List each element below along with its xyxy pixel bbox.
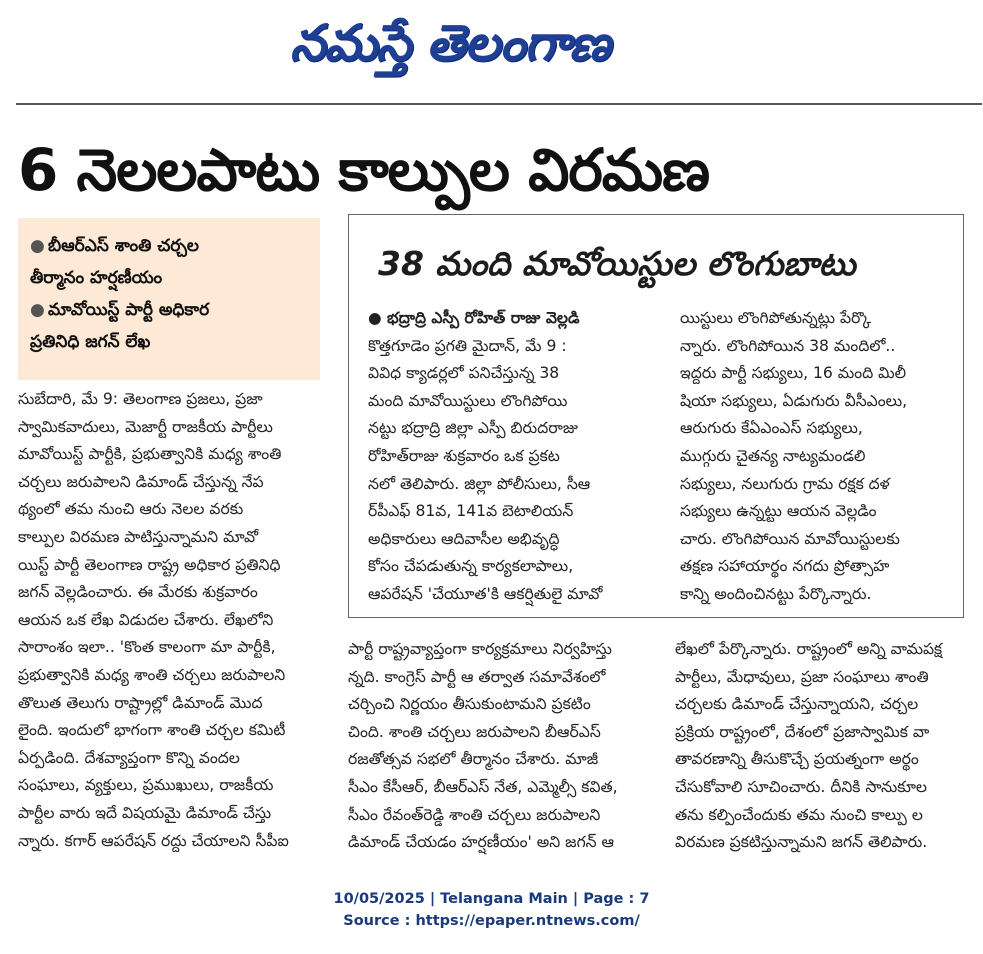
article-column-1 [18,386,323,855]
text-line: పార్టీల వారు ఇదే విషయమై డిమాండ్ చేస్తు [18,803,272,822]
masthead-divider [16,103,982,105]
text-line: వివిధ క్యాడర్లలో పనిచేస్తున్న 38 [368,364,560,383]
footer-date-line: 10/05/2025 | Telangana Main | Page : 7 [333,891,650,907]
text-line: సంఘాలు, వ్యక్తులు, ప్రముఖులు, రాజకీయ [18,776,274,795]
text-line: ప్రక్రియ రాష్ట్రంలో, దేశంలో ప్రజాస్వామిక వా [675,722,930,741]
text-line: సీఎం రేవంత్‌రెడ్డి శాంతి చర్చలు జరుపాలని [348,805,601,824]
footer-source-line: Source : https://epaper.ntnews.com/ [343,913,640,929]
text-line: యిస్టులు లొంగిపోతున్నట్లు పేర్కొ [680,309,872,327]
text-line: జగన్ వెల్లడించారు. ఈ మేరకు శుక్రవారం [18,583,258,602]
sidebar-story-title: 38 మంది మావోయిస్టుల లొంగుబాటు [378,244,856,283]
text-line: మంది మావోయిస్టులు లొంగిపోయి [368,391,568,410]
page-footer [0,888,983,932]
headline: 6 నెలలపాటు కాల్పుల విరమణ [18,136,710,204]
text-line: అధికారులు ఆదివాసీల అభివృద్ధి [368,529,560,548]
sidebar-story-kicker: ● భద్రాద్రి ఎస్పీ రోహిత్ రాజు వెల్లడి [368,309,580,327]
sidebar-story-column-1 [368,305,668,609]
text-line: డిమాండ్ చేయడం హర్షణీయం' అని జగన్ ఆ [348,833,615,852]
text-line: సారాంశం ఇలా.. 'కొంత కాలంగా మా పార్టీకి, [18,638,276,657]
text-line: ముగ్గురు చైతన్య నాట్యమండలి [680,446,866,465]
text-line: తను కల్పించేందుకు తమ నుంచి కాల్పు ల [675,805,923,824]
text-line: చారు. లొంగిపోయిన మావోయిస్టులకు [680,529,900,548]
text-line: ఆయన ఒక లేఖ విడుదల చేశారు. లేఖలోని [18,610,274,629]
text-line: సభ్యులు ఉన్నట్టు ఆయన వెల్లడిం [680,502,877,521]
text-line: నట్టు భద్రాద్రి జిల్లా ఎస్పీ బిరుదరాజు [368,419,578,438]
text-line: ఏర్పడింది. దేశవ్యాప్తంగా కొన్ని వందల [18,748,240,767]
text-line: సుబేదారి, మే 9: తెలంగాణ ప్రజలు, ప్రజా [18,390,263,408]
text-line: సభ్యులు, నలుగురు గ్రామ రక్షక దళ [680,474,890,493]
text-line: ఆపరేషన్ 'చేయూత'కి ఆకర్షితులై మావో [368,584,603,603]
text-line: నలో తెలిపారు. జిల్లా పోలీసులు, సీఆ [368,474,591,493]
highlight-item: ● బీఆర్ఎస్ శాంతి చర్చల [30,230,312,262]
text-line: సీఎం కేసీఆర్, బీఆర్ఎస్ నేత, ఎమ్మెల్సీ కవిత, [348,777,618,796]
text-line: న్నారు. కగార్ ఆపరేషన్ రద్దు చేయాలని సీపీఐ [18,831,289,850]
text-line: లైంది. ఇందులో భాగంగా శాంతి చర్చల కమిటీ [18,721,286,740]
text-line: రోహిత్‌రాజు శుక్రవారం ఒక ప్రకట [368,446,560,465]
text-line: కొత్తగూడెం ప్రగతి మైదాన్, మే 9 : [368,336,567,355]
text-line: షియా సభ్యులు, ఏడుగురు వీసీఎంలు, [680,391,908,410]
text-line: చర్చలు జరుపాలని డిమాండ్ చేస్తున్న నేప [18,472,264,491]
article-column-3 [675,636,963,857]
sidebar-story-column-2 [680,305,958,609]
text-line: ప్రభుత్వానికి మధ్య శాంతి చర్చలు జరుపాలని [18,665,286,684]
text-line: విరమణ ప్రకటిస్తున్నామని జగన్ తెలిపారు. [675,833,928,852]
highlight-item-cont: తీర్మానం హర్షణీయం [30,268,163,288]
text-line: థ్యంలో తమ నుంచి ఆరు నెలల వరకు [18,500,244,519]
bullet-icon: ● [30,300,45,320]
text-line: పార్టీ రాష్ట్రవ్యాప్తంగా కార్యక్రమాలు నిర్వహిస్తు [348,640,612,658]
text-line: ఆరుగురు కేఏఎంఎస్ సభ్యులు, [680,419,863,438]
text-line: చర్చించి నిర్ణయం తీసుకుంటామని ప్రకటిం [348,695,591,714]
text-line: కాన్ని అందించినట్టు పేర్కొన్నారు. [680,584,872,603]
text-line: చర్చలకు డిమాండ్ చేస్తున్నాయని, చర్చల [675,695,919,714]
highlights-box [18,218,320,380]
text-line: మావోయిస్ట్ పార్టీకి, ప్రభుత్వానికి మధ్య శాంతి [18,445,282,464]
highlight-item: ● మావోయిస్ట్ పార్టీ అధికార [30,294,312,326]
text-line: చింది. శాంతి చర్చలు జరుపాలని బీఆర్ఎస్ [348,722,601,741]
highlight-item-cont: ప్రతినిధి జగన్ లేఖ [30,332,151,352]
text-line: ర్‌పీఎఫ్ 81వ, 141వ బెటాలియన్ [368,502,574,521]
text-line: రజతోత్సవ సభలో తీర్మానం చేశారు. మాజీ [348,750,599,769]
text-line: స్వామికవాదులు, మెజార్టీ రాజకీయ పార్టీలు [18,417,273,436]
text-line: తావరణాన్ని తీసుకొచ్చే ప్రయత్నంగా అర్థం [675,750,919,769]
text-line: న్నారు. లొంగిపోయిన 38 మందిలో.. [680,336,896,355]
text-line: లేఖలో పేర్కొన్నారు. రాష్ట్రంలో అన్ని వామపక్ష [675,640,943,658]
article-column-2 [348,636,658,857]
text-line: పార్టీలు, మేధావులు, ప్రజా సంఘాలు శాంతి [675,667,929,686]
text-line: కాల్పుల విరమణ పాటిస్తున్నామని మావో [18,527,259,546]
text-line: యిస్ట్ పార్టీ తెలంగాణ రాష్ట్ర అధికార ప్రతినిధి [18,555,281,574]
text-line: చేసుకోవాలి సూచించారు. దీనికి సానుకూల [675,777,927,796]
masthead-logo: నమస్తే తెలంగాణ [290,14,610,72]
text-line: కోసం చేపడుతున్న కార్యకలాపాలు, [368,557,574,576]
bullet-icon: ● [30,236,45,256]
text-line: తక్షణ సహాయార్థం నగదు ప్రోత్సాహ [680,557,890,576]
text-line: ఇద్దరు పార్టీ సభ్యులు, 16 మంది మిలీ [680,364,907,383]
text-line: తొలుత తెలుగు రాష్ట్రాల్లో డిమాండ్ మొద [18,693,263,712]
text-line: న్నది. కాంగ్రెస్ పార్టీ ఆ తర్వాత సమావేశంలో [348,667,606,686]
masthead [0,0,983,95]
